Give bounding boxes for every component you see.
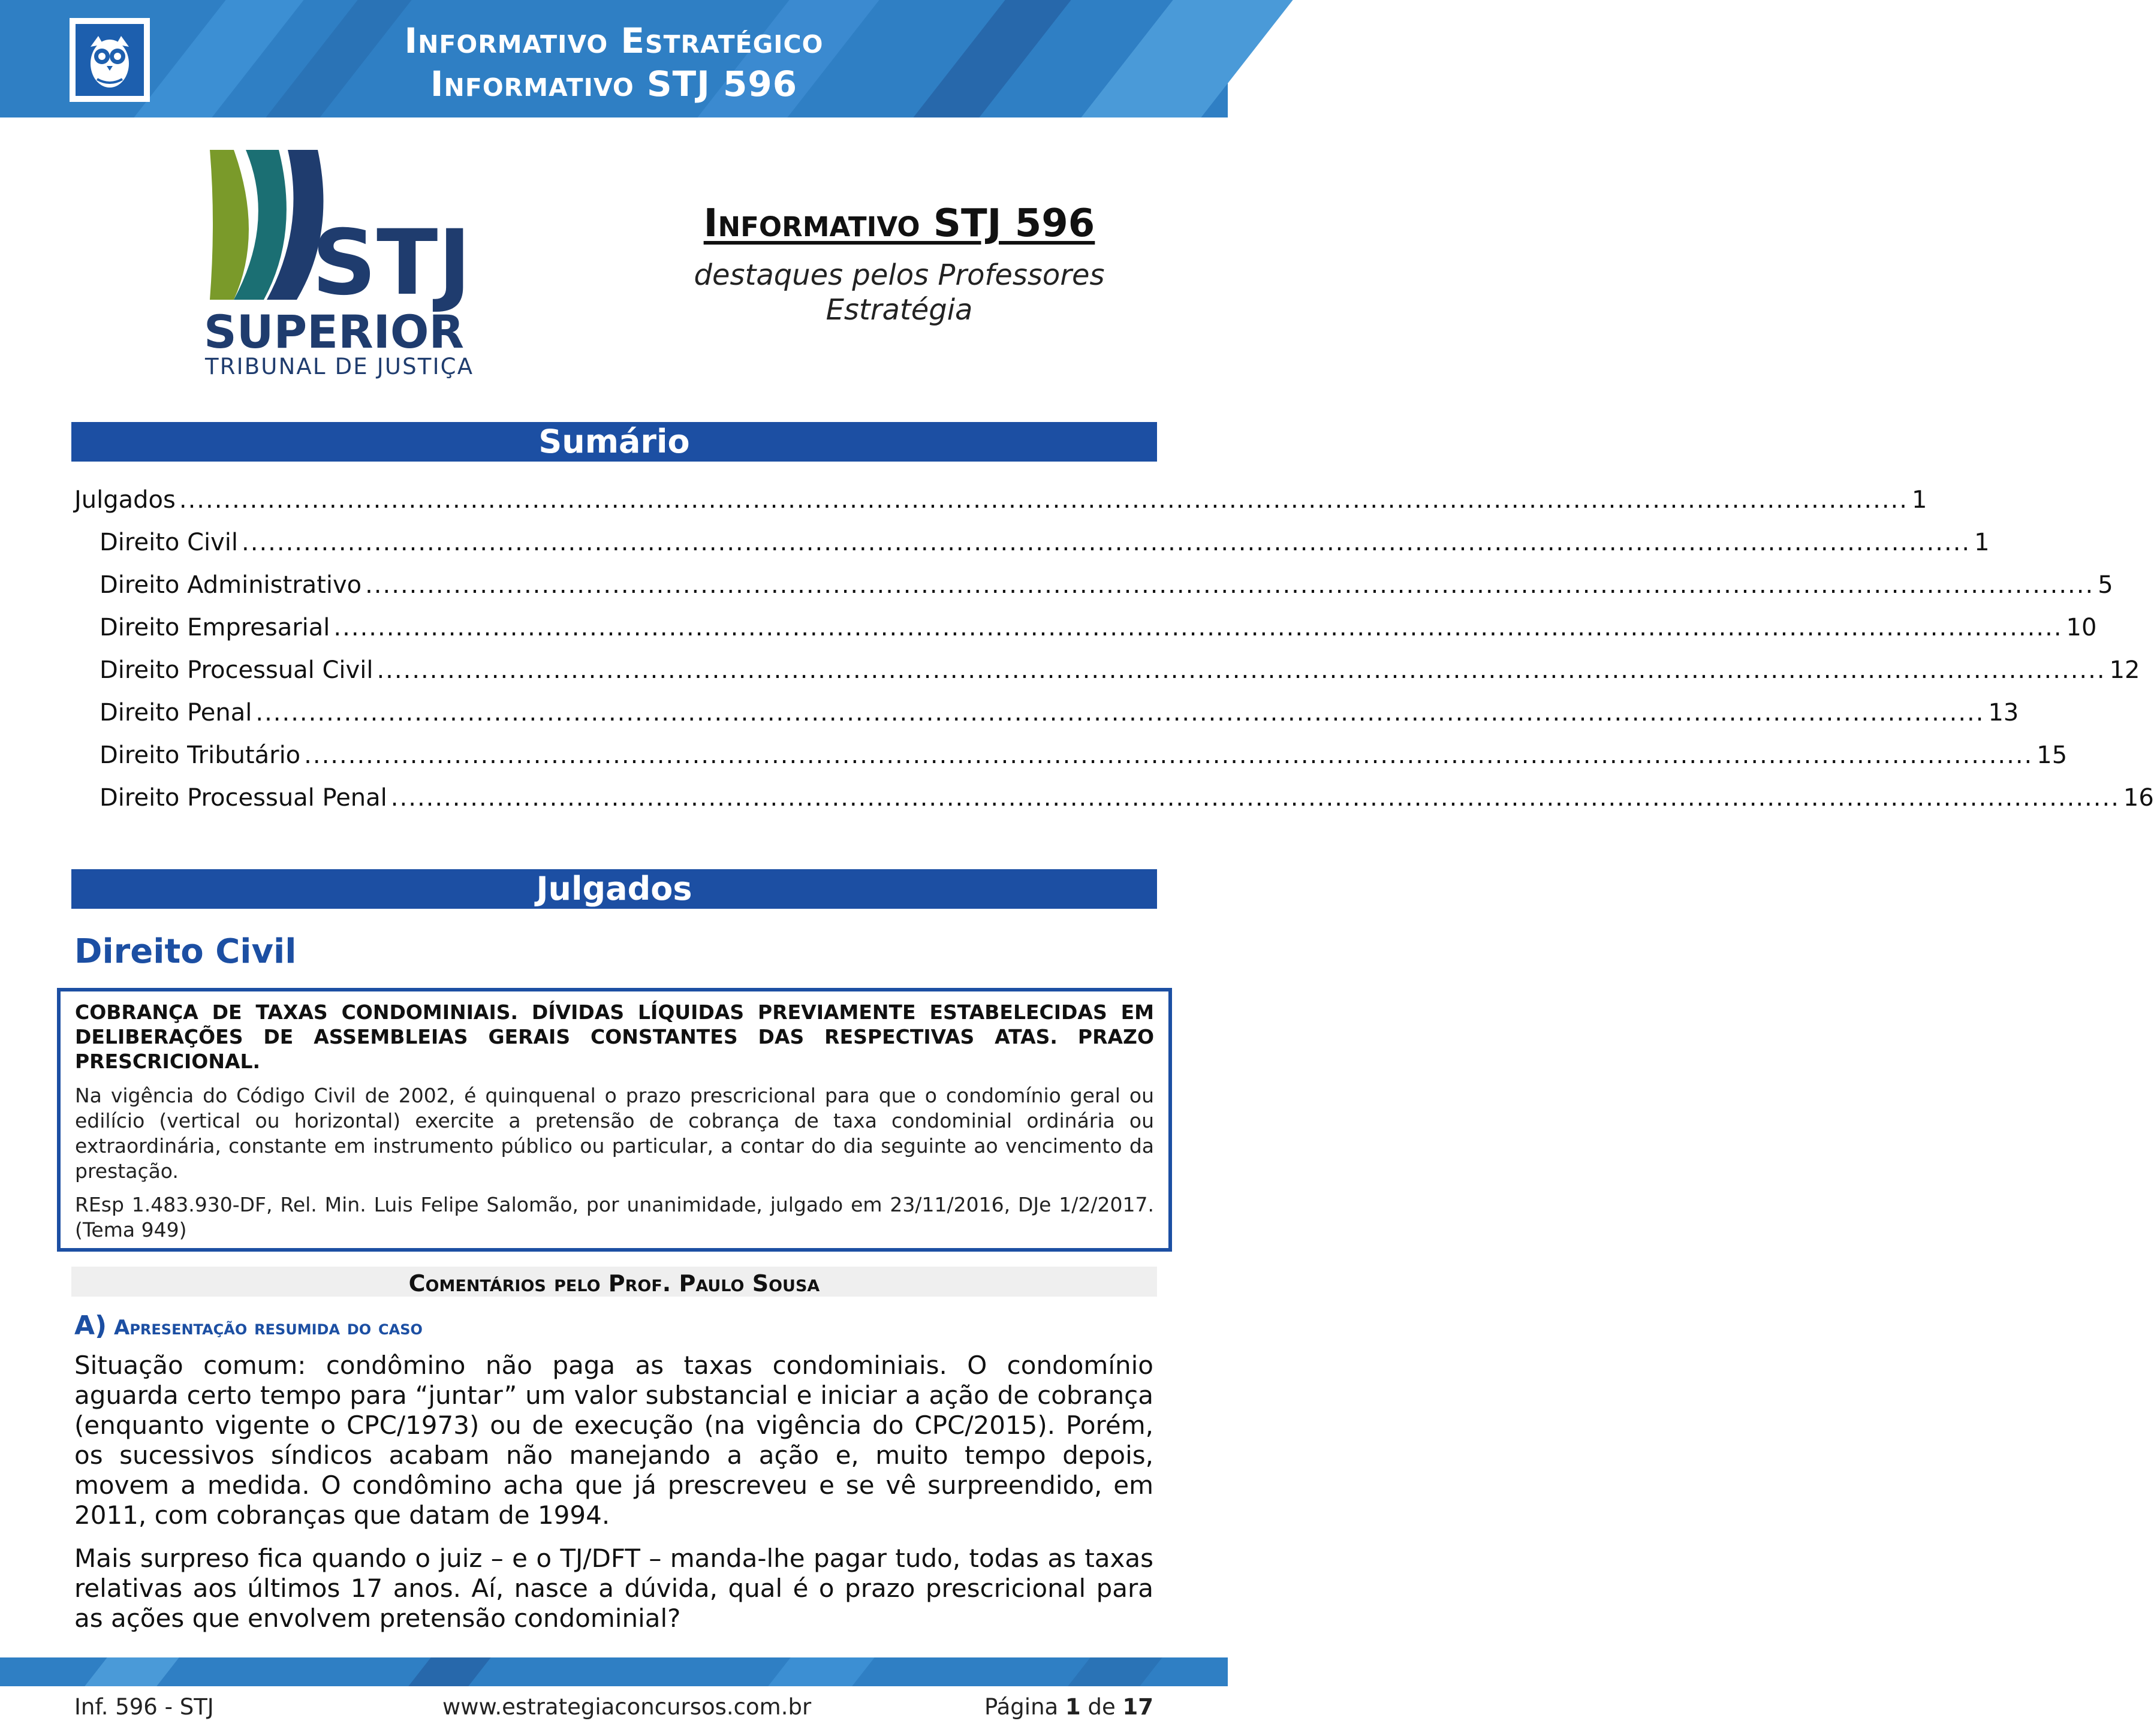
toc-item-page: 12 — [2109, 656, 2140, 684]
subheading-text: Apresentação resumida do caso — [114, 1316, 423, 1340]
toc-item-label: Direito Processual Civil — [100, 656, 373, 684]
stj-logo — [198, 150, 486, 378]
body-paragraph: Mais surpreso fica quando o juiz – e o TJ/DFT – manda-lhe pagar tudo, todas as taxas relativas aos últimos 17 anos. Aí, nasce a dúvida, qual é o prazo prescricional para as ações que envolvem pretensão condominial? — [74, 1544, 1153, 1633]
julgados-heading: Julgados — [71, 869, 1157, 909]
header-title-line2: Informativo STJ 596 — [430, 64, 798, 104]
footer-left: Inf. 596 - STJ — [74, 1694, 214, 1720]
toc-item[interactable] — [74, 769, 2154, 812]
toc-leader: .................................................................................................................................................................................................... — [255, 699, 1985, 727]
stj-logo-main-text: STJ — [312, 211, 472, 315]
toc-item-page: 16 — [2123, 784, 2154, 812]
section-title-direito-civil: Direito Civil — [74, 932, 297, 971]
subheading-letter: A) — [74, 1310, 107, 1341]
case-thesis: Na vigência do Código Civil de 2002, é quinquenal o prazo prescricional para que o condomínio geral ou edilício (vertical ou horizontal) exercite a pretensão de cobrança de taxa condominial ordinária ou extraordinária, constante em instrumento público ou particular, a contar do dia seguinte ao vencimento da prestação. — [75, 1084, 1154, 1183]
toc-item[interactable] — [74, 599, 2097, 641]
cover-subtitle-line2: Estratégia — [826, 293, 973, 327]
toc-leader: .................................................................................................................................................................................................... — [304, 742, 2034, 769]
footer-page-number — [984, 1694, 1153, 1720]
toc-item-page: 1 — [1911, 486, 1927, 514]
toc-item-label: Direito Civil — [100, 529, 239, 556]
toc-item-label: Direito Tributário — [100, 742, 301, 769]
toc-item-label: Direito Penal — [100, 699, 252, 727]
page-separator: de — [1087, 1694, 1116, 1720]
toc-item-page: 13 — [1988, 699, 2019, 727]
toc-item-page: 15 — [2036, 742, 2068, 769]
header-band — [0, 0, 1228, 117]
toc-item-page: 5 — [2098, 571, 2113, 599]
toc-item-label: Direito Empresarial — [100, 614, 330, 641]
toc-item-page: 1 — [1974, 529, 1990, 556]
table-of-contents — [74, 471, 2154, 812]
case-subheading — [74, 1310, 423, 1341]
page-prefix: Página — [984, 1694, 1059, 1720]
case-reference: REsp 1.483.930-DF, Rel. Min. Luis Felipe Salomão, por unanimidade, julgado em 23/11/2016, DJe 1/2/2017. (Tema 949) — [75, 1193, 1154, 1241]
comments-heading: Comentários pelo Prof. Paulo Sousa — [71, 1267, 1157, 1297]
toc-leader: .................................................................................................................................................................................................... — [376, 656, 2106, 684]
page-total: 17 — [1122, 1694, 1153, 1720]
case-title: COBRANÇA DE TAXAS CONDOMINIAIS. DÍVIDAS LÍQUIDAS PREVIAMENTE ESTABELECIDAS EM DELIBERAÇÕES DE ASSEMBLEIAS GERAIS CONSTANTES DAS RESPECTIVAS ATAS. PRAZO PRESCRICIONAL. — [75, 1000, 1154, 1073]
toc-leader: .................................................................................................................................................................................................... — [365, 571, 2095, 599]
toc-item[interactable] — [74, 684, 2019, 727]
toc-item[interactable] — [74, 556, 2113, 599]
page-current: 1 — [1065, 1694, 1081, 1720]
footer-website-link[interactable]: www.estrategiaconcursos.com.br — [442, 1694, 812, 1720]
toc-heading: Sumário — [71, 422, 1157, 462]
toc-item[interactable] — [74, 514, 1990, 556]
toc-item-label: Julgados — [74, 486, 176, 514]
cover-subtitle — [635, 258, 1163, 327]
toc-item[interactable] — [74, 641, 2140, 684]
case-summary-box — [57, 988, 1172, 1252]
stj-logo-superior-text: SUPERIOR — [204, 305, 464, 358]
body-paragraph: Situação comum: condômino não paga as taxas condominiais. O condomínio aguarda certo tempo para “juntar” um valor substancial e iniciar a ação de cobrança (enquanto vigente o CPC/1973) ou de execução (na vigência do CPC/2015). Porém, os sucessivos síndicos acabam não manejando a ação e, muito tempo depois, movem a medida. O condômino acha que já prescreveu e se vê surpreendido, em 2011, com cobranças que datam de 1994. — [74, 1351, 1153, 1530]
header-title-line1: Informativo Estratégico — [404, 20, 824, 61]
toc-item[interactable] — [74, 727, 2068, 769]
toc-item-label: Direito Administrativo — [100, 571, 362, 599]
toc-leader: .................................................................................................................................................................................................... — [179, 486, 1908, 514]
toc-leader: .................................................................................................................................................................................................... — [242, 529, 1971, 556]
cover-subtitle-line1: destaques pelos Professores — [694, 258, 1105, 292]
toc-item-label: Direito Processual Penal — [100, 784, 387, 812]
cover-title: Informativo STJ 596 — [703, 201, 1095, 246]
footer-band — [0, 1657, 1228, 1686]
stj-logo-tribunal-text: TRIBUNAL DE JUSTIÇA — [205, 354, 472, 379]
toc-leader: .................................................................................................................................................................................................... — [390, 784, 2120, 812]
toc-leader: .................................................................................................................................................................................................... — [333, 614, 2063, 641]
toc-item-page: 10 — [2066, 614, 2097, 641]
toc-item[interactable] — [74, 471, 1927, 514]
